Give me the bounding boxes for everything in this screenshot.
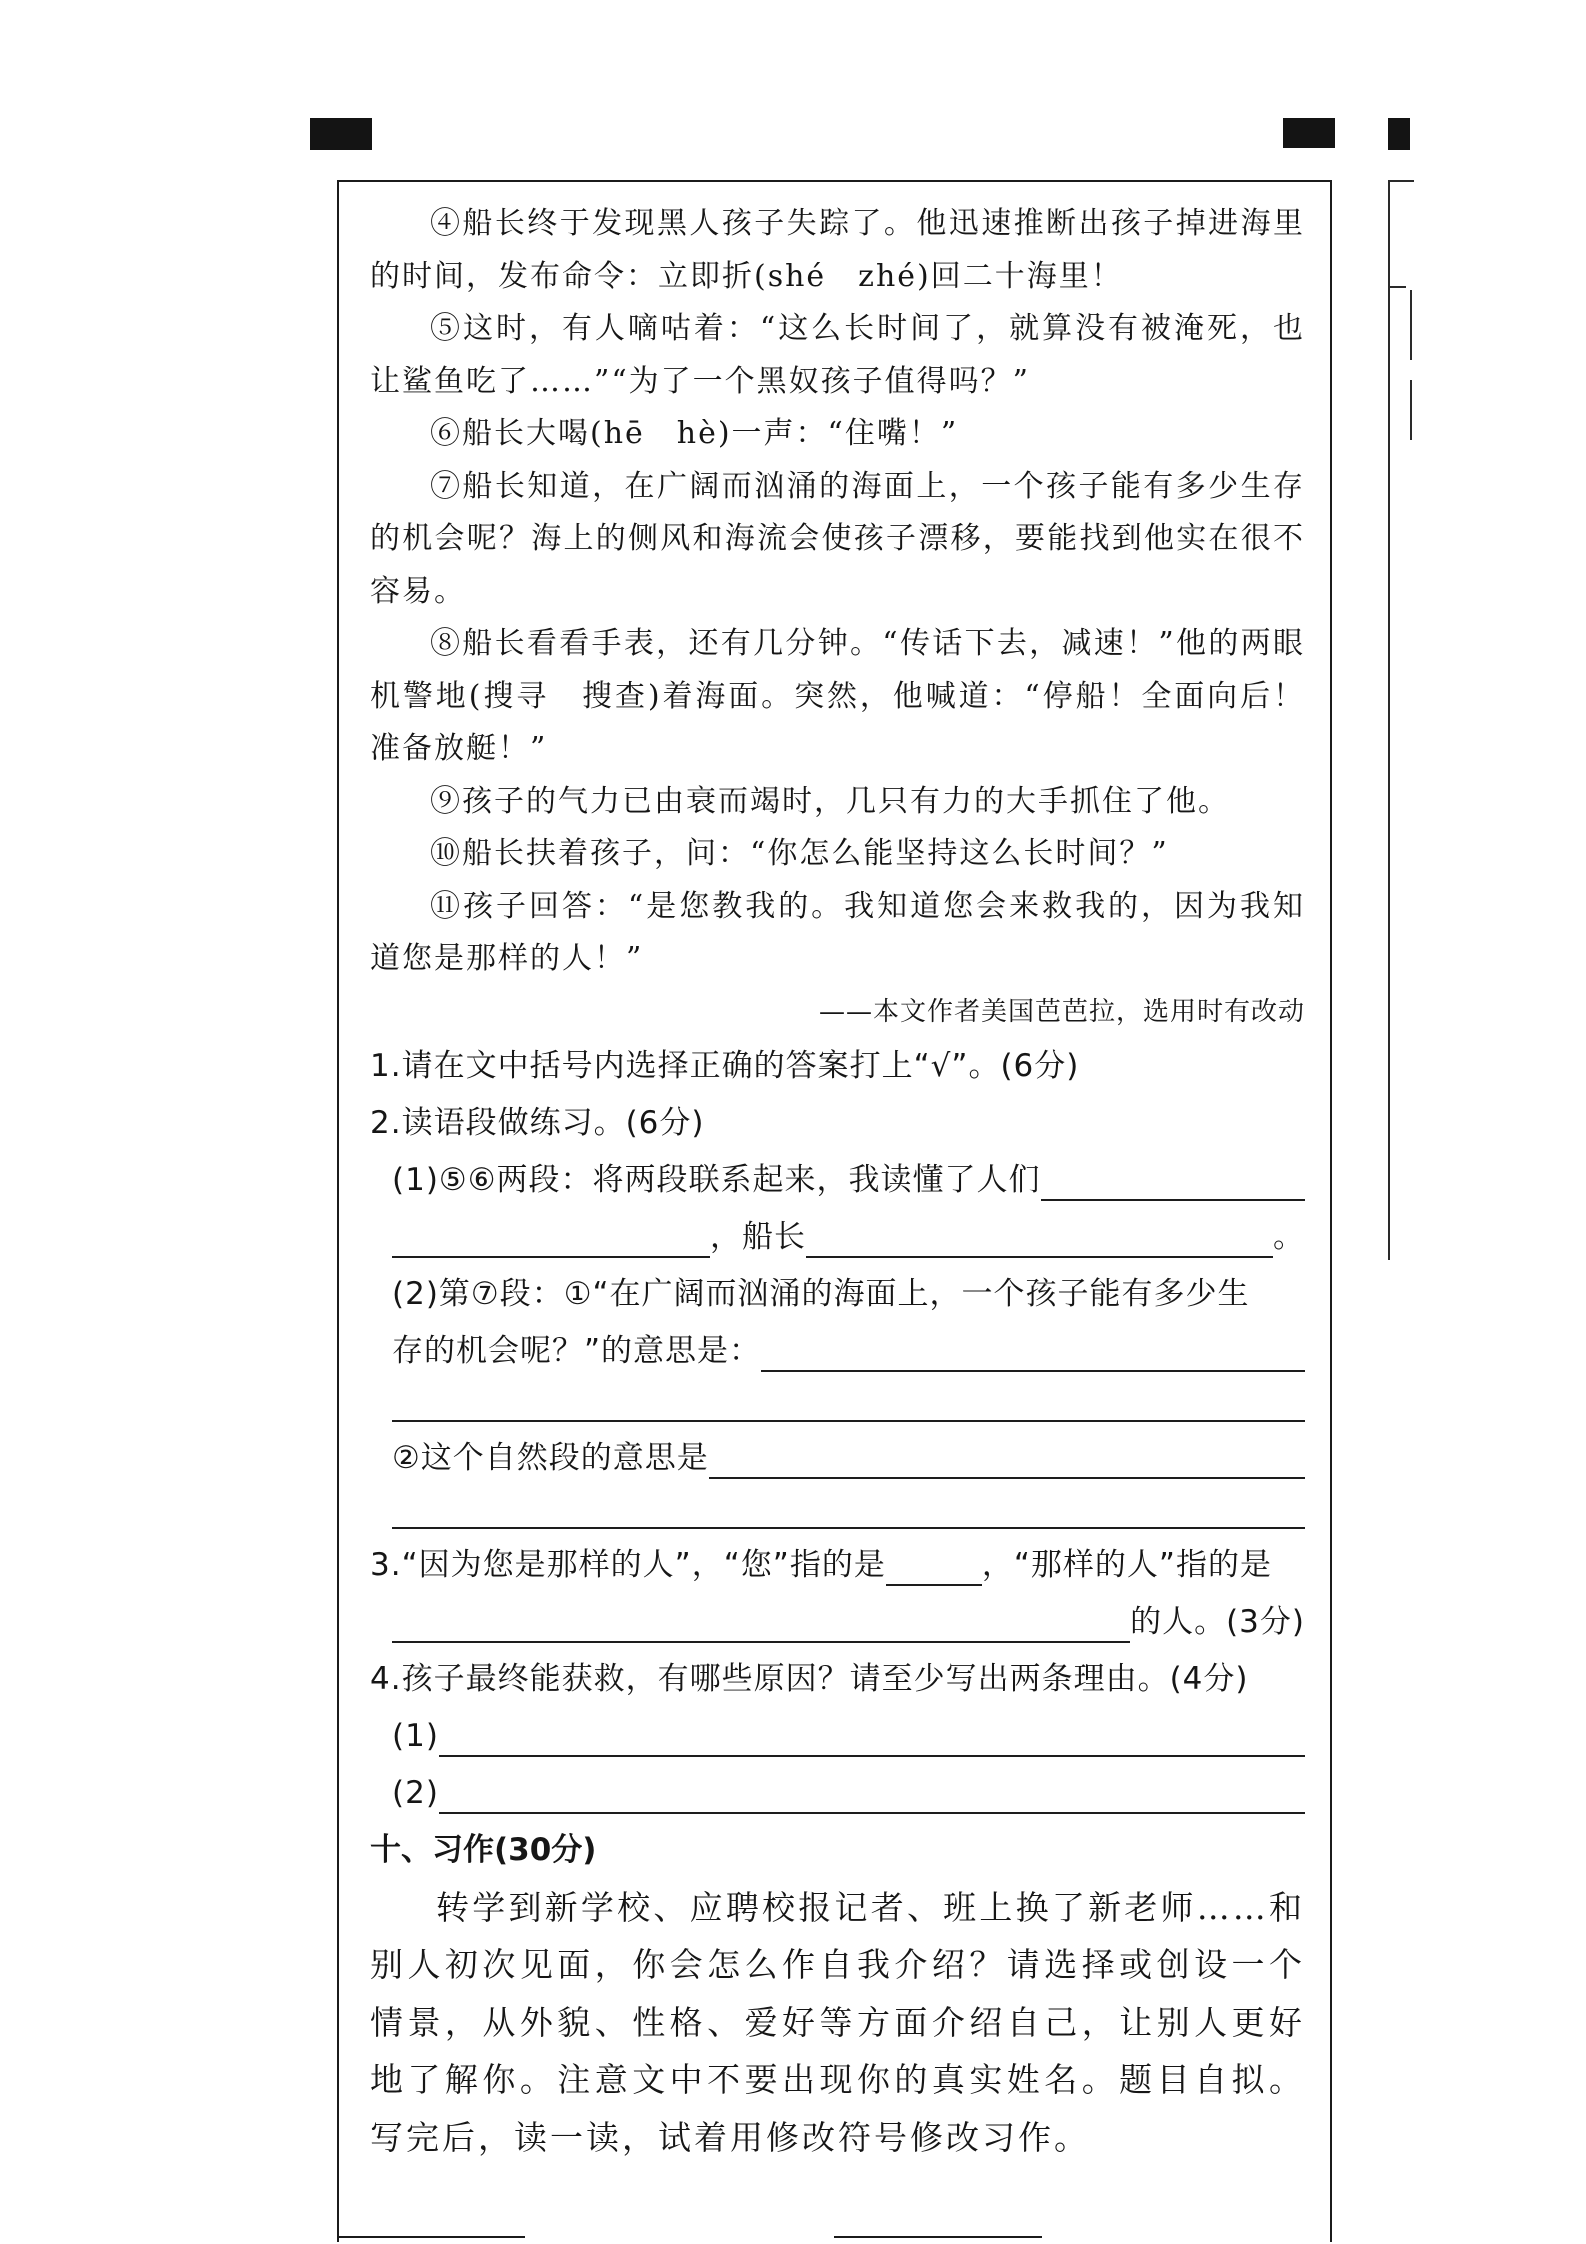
answer-blank[interactable] bbox=[392, 1487, 1305, 1529]
passage-paragraph-10: ⑩船长扶着孩子，问：“你怎么能坚持这么长时间？” bbox=[430, 836, 1169, 871]
adjacent-page-tick bbox=[1388, 286, 1406, 288]
passage-paragraph-5: ⑤这时，有人嘀咕着：“这么长时间了，就算没有被淹死，也让鲨鱼吃了……”“为了一个黑奴孩子值得吗？” bbox=[370, 311, 1305, 399]
passage-paragraph-8: ⑧船长看看手表，还有几分钟。“传话下去，减速！”他的两眼机警地(搜寻 搜查)着海面。突然，他喊道：“停船！全面向后！准备放艇！” bbox=[370, 626, 1305, 766]
answer-blank[interactable] bbox=[886, 1544, 982, 1586]
passage-paragraph-11: ⑪孩子回答：“是您教我的。我知道您会来救我的，因为我知道您是那样的人！” bbox=[370, 888, 1305, 976]
question-3-text-2: ，“那样的人”指的是 bbox=[981, 1546, 1272, 1583]
passage-paragraph-7: ⑦船长知道，在广阔而汹涌的海面上，一个孩子能有多少生存的机会呢？海上的侧风和海流会使孩子漂移，要能找到他实在很不容易。 bbox=[370, 468, 1305, 609]
passage-paragraph-9: ⑨孩子的气力已由衰而竭时，几只有力的大手抓住了他。 bbox=[430, 783, 1230, 819]
question-2-1-row-1 bbox=[370, 1152, 1305, 1209]
reading-passage bbox=[370, 198, 1305, 1038]
question-2-2-paragraph-meaning: ②这个自然段的意思是 bbox=[392, 1439, 709, 1476]
adjacent-page-mark bbox=[1410, 290, 1412, 360]
composition-title: 十、习作(30分) bbox=[370, 1831, 597, 1868]
adjacent-page-mark bbox=[1410, 380, 1412, 440]
question-4-row-2 bbox=[370, 1765, 1305, 1822]
question-2-2-text: (2)第⑦段：①“在广阔而汹涌的海面上，一个孩子能有多少生 bbox=[392, 1275, 1250, 1312]
answer-blank[interactable] bbox=[806, 1216, 1273, 1258]
answer-blank[interactable] bbox=[392, 1601, 1130, 1643]
answer-blank[interactable] bbox=[439, 1772, 1305, 1814]
question-3-text-3: 的人。(3分) bbox=[1130, 1603, 1305, 1640]
question-2-2-row-3 bbox=[370, 1430, 1305, 1487]
answer-blank[interactable] bbox=[439, 1715, 1305, 1757]
footer-line-left bbox=[337, 2236, 525, 2238]
registration-mark-left bbox=[310, 118, 372, 150]
question-2-1-captain: ，船长 bbox=[710, 1218, 806, 1255]
question-2-2-row-1 bbox=[370, 1323, 1305, 1380]
question-2: 2.读语段做练习。(6分) bbox=[370, 1104, 705, 1141]
answer-blank[interactable] bbox=[709, 1437, 1305, 1479]
question-3-text: 3.“因为您是那样的人”，“您”指的是 bbox=[370, 1546, 886, 1583]
question-2-2-row-4 bbox=[370, 1487, 1305, 1537]
question-2-1-end: 。 bbox=[1273, 1218, 1305, 1255]
question-4-item-1: (1) bbox=[392, 1717, 439, 1754]
question-2-1-row-2 bbox=[370, 1209, 1305, 1266]
footer-line-center bbox=[834, 2236, 1042, 2238]
composition-section bbox=[370, 1822, 1305, 2167]
answer-blank[interactable] bbox=[392, 1380, 1305, 1422]
question-4-item-2: (2) bbox=[392, 1774, 439, 1811]
questions bbox=[370, 1038, 1305, 1822]
passage-paragraph-4: ④船长终于发现黑人孩子失踪了。他迅速推断出孩子掉进海里的时间，发布命令：立即折(shé zhé)回二十海里！ bbox=[370, 206, 1305, 294]
question-2-2-meaning: 存的机会呢？”的意思是： bbox=[392, 1332, 762, 1369]
answer-blank[interactable] bbox=[761, 1330, 1305, 1372]
passage-paragraph-6: ⑥船长大喝(hē hè)一声：“住嘴！” bbox=[430, 416, 959, 451]
question-3-row-1 bbox=[370, 1537, 1305, 1594]
exam-content bbox=[370, 198, 1305, 2166]
question-4-row-1 bbox=[370, 1708, 1305, 1765]
registration-mark-edge bbox=[1388, 118, 1410, 150]
question-4: 4.孩子最终能获救，有哪些原因？请至少写出两条理由。(4分) bbox=[370, 1660, 1249, 1697]
passage-source: ——本文作者美国芭芭拉，选用时有改动 bbox=[818, 996, 1305, 1027]
question-3-row-2 bbox=[370, 1594, 1305, 1651]
question-1: 1.请在文中括号内选择正确的答案打上“√”。(6分) bbox=[370, 1047, 1080, 1084]
answer-blank[interactable] bbox=[392, 1216, 710, 1258]
adjacent-page-tick bbox=[1388, 180, 1414, 182]
registration-mark-right bbox=[1283, 118, 1335, 148]
adjacent-page-border bbox=[1388, 180, 1390, 1260]
question-2-1-text: (1)⑤⑥两段：将两段联系起来，我读懂了人们 bbox=[392, 1161, 1041, 1198]
composition-prompt: 转学到新学校、应聘校报记者、班上换了新老师……和别人初次见面，你会怎么作自我介绍？请选择或创设一个情景，从外貌、性格、爱好等方面介绍自己，让别人更好地了解你。注意文中不要出现你的真实姓名。题目自拟。写完后，读一读，试着用修改符号修改习作。 bbox=[370, 1887, 1305, 2157]
answer-blank[interactable] bbox=[1041, 1159, 1306, 1201]
question-2-2-row-2 bbox=[370, 1380, 1305, 1430]
